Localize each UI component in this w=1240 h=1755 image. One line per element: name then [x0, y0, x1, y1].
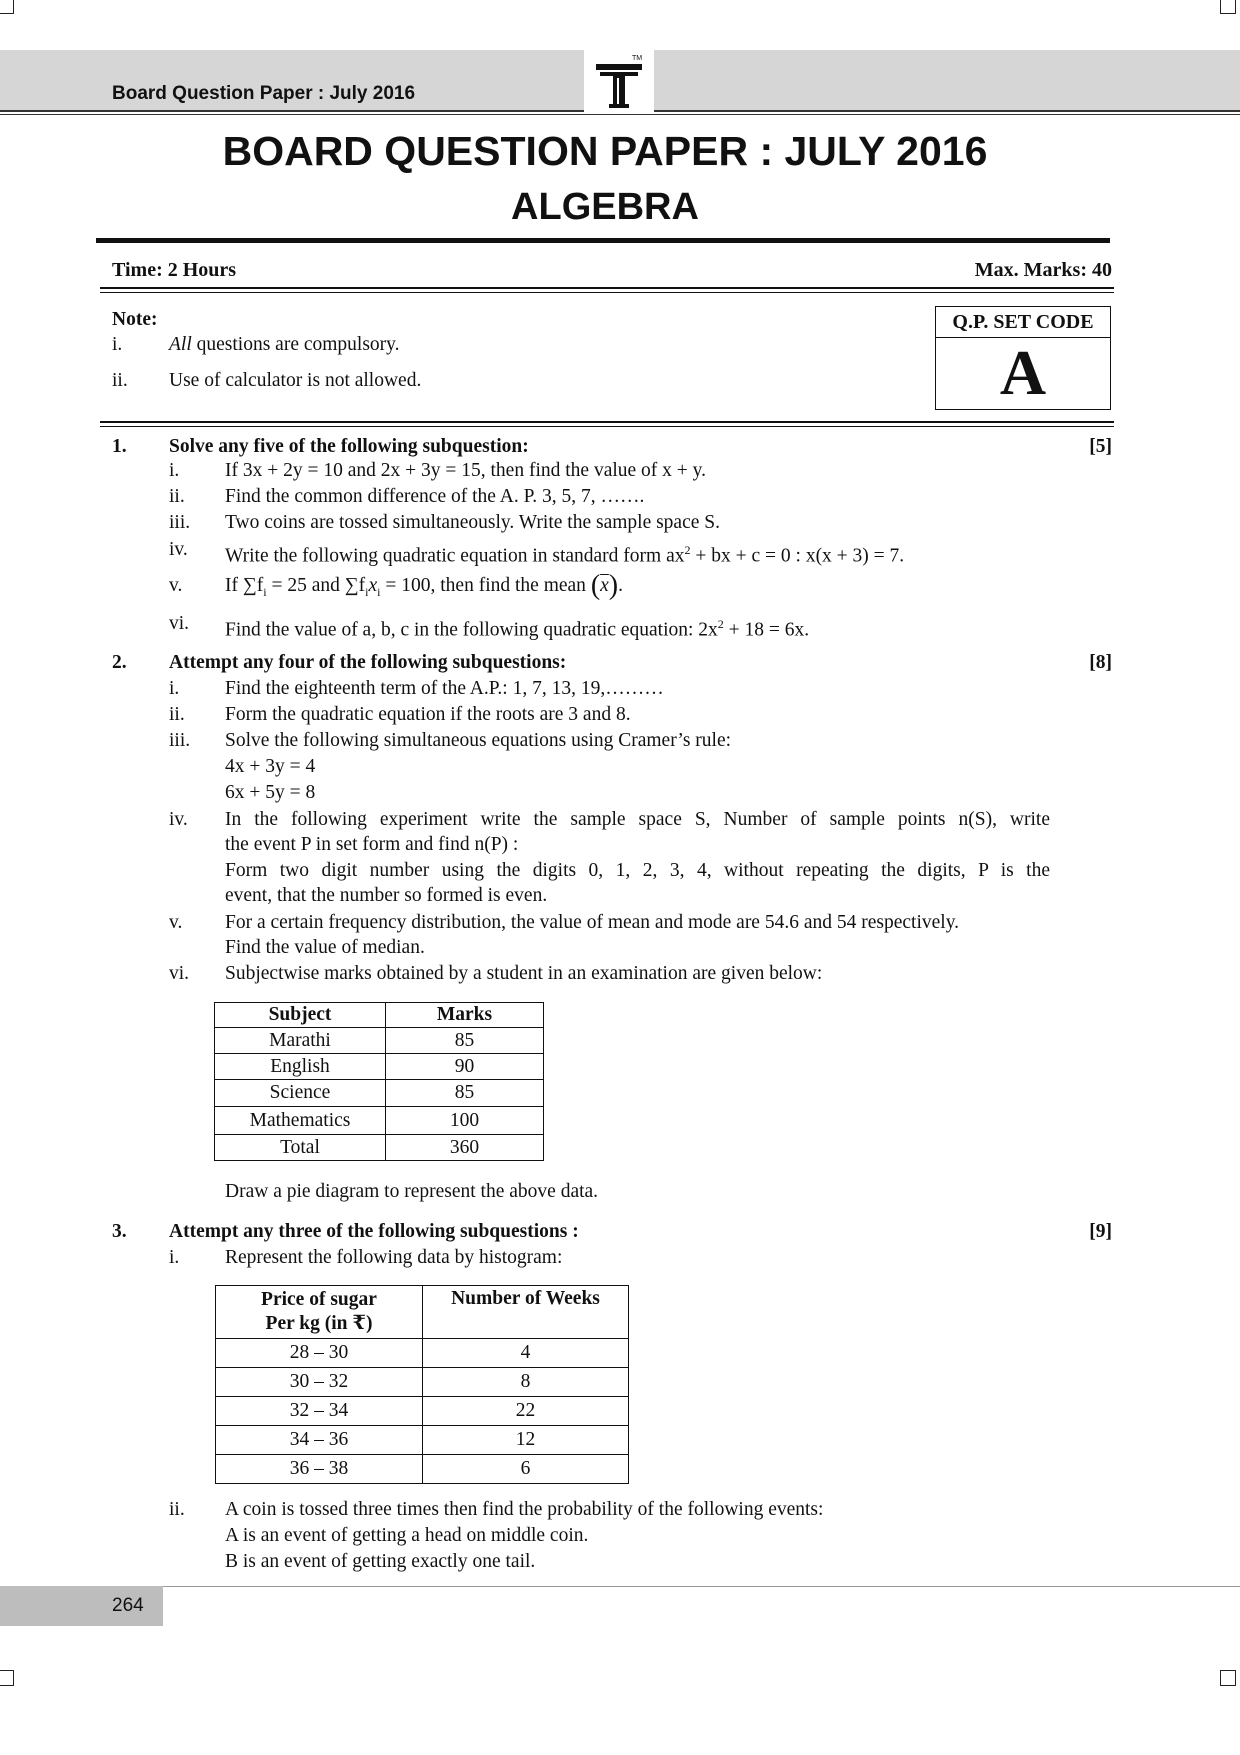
subquestion-text: Write the following quadratic equation in standard form $ax^2$ + bx + c = 0 : x(x + 3) = 7.	[225, 543, 905, 567]
table-row: 36 – 38 6	[216, 1455, 629, 1484]
subquestion-text: the event P in set form and find n(P) :	[225, 834, 519, 855]
table-row: 28 – 30 4	[216, 1339, 629, 1368]
subquestion-text: Form the quadratic equation if the roots are 3 and 8.	[225, 704, 631, 725]
subquestion-num: i.	[169, 1247, 180, 1268]
subquestion-num: iii.	[169, 512, 191, 533]
table-row: English 90	[215, 1054, 544, 1080]
set-code-box	[935, 306, 1111, 410]
time-allowed: Time: 2 Hours	[112, 259, 237, 281]
meta-rule-1	[100, 287, 1114, 289]
subquestion-text: Find the common difference of the A. P. 3, 5, 7, …….	[225, 486, 645, 507]
table-row: 30 – 32 8	[216, 1368, 629, 1397]
question-number: 3.	[112, 1221, 127, 1242]
note-item-num: i.	[112, 334, 123, 355]
note-item-num: ii.	[112, 370, 128, 391]
trademark-mark: TM	[632, 55, 643, 62]
equation: 4x + 3y = 4	[225, 756, 316, 777]
subquestion-num: i.	[169, 678, 180, 699]
page-title: BOARD QUESTION PAPER : JULY 2016	[222, 128, 988, 174]
sugar-price-table	[215, 1285, 629, 1484]
subquestion-text: If 3x + 2y = 10 and 2x + 3y = 15, then find the value of x + y.	[225, 460, 707, 481]
table-row: Marathi 85	[215, 1028, 544, 1054]
question-number: 2.	[112, 652, 127, 673]
subquestion-text: Two coins are tossed simultaneously. Write the sample space S.	[225, 512, 720, 533]
subquestion-num: iv.	[169, 539, 188, 560]
subquestion-text: Represent the following data by histogram:	[225, 1247, 563, 1268]
subquestion-num: v.	[169, 575, 183, 596]
marks-table	[214, 1002, 544, 1161]
question-marks: [9]	[1089, 1221, 1112, 1242]
subquestion-text: Solve the following simultaneous equations using Cramer’s rule:	[225, 730, 732, 751]
page-number-box	[0, 1586, 163, 1626]
table-header: Price of sugar Per kg (in ₹)	[216, 1286, 423, 1339]
crop-mark-bottom-left	[0, 1670, 14, 1686]
subquestion-num: iii.	[169, 730, 191, 751]
subquestion-text: Find the value of median.	[225, 937, 425, 958]
subquestion-text: A coin is tossed three times then find the probability of the following events:	[225, 1499, 824, 1520]
mean-symbol: $\overline{x}$	[600, 575, 609, 596]
note-rule-2	[100, 426, 1114, 427]
table-header: Marks	[386, 1003, 544, 1028]
equation: 6x + 5y = 8	[225, 782, 316, 803]
subquestion-text: In the following experiment write the sample space S, Number of sample points n(S), write	[225, 809, 1050, 830]
note-item: Use of calculator is not allowed.	[169, 370, 422, 391]
subquestion-text: A is an event of getting a head on middle coin.	[225, 1525, 589, 1546]
question-marks: [5]	[1089, 436, 1112, 457]
crop-mark-top-right	[1220, 0, 1236, 14]
running-title: Board Question Paper : July 2016	[112, 83, 416, 104]
subquestion-num: iv.	[169, 809, 188, 830]
crop-mark-bottom-right	[1220, 1670, 1236, 1686]
table-row: Mathematics 100	[215, 1107, 544, 1135]
table-row: 34 – 36 12	[216, 1426, 629, 1455]
table-header: Number of Weeks	[423, 1286, 629, 1339]
set-code-value: A	[999, 337, 1047, 408]
subquestion-num: vi.	[169, 613, 190, 634]
meta-rule-2	[100, 292, 1114, 293]
t-pillar-logo-icon	[584, 50, 654, 112]
footer-rule	[163, 1586, 1240, 1587]
table-row: Science 85	[215, 1080, 544, 1107]
question-heading: Attempt any four of the following subquestions:	[169, 652, 567, 673]
question-number: 1.	[112, 436, 127, 457]
subquestion-num: vi.	[169, 963, 190, 984]
page-number: 264	[112, 1595, 144, 1616]
table-header: Subject	[215, 1003, 386, 1028]
publisher-logo	[584, 50, 654, 112]
subquestion-num: i.	[169, 460, 180, 481]
instruction-text: Draw a pie diagram to represent the above data.	[225, 1181, 599, 1202]
note-heading: Note:	[112, 309, 158, 330]
crop-mark-top-left	[0, 0, 14, 14]
subject-title: ALGEBRA	[511, 186, 699, 228]
set-code-label: Q.P. SET CODE	[936, 307, 1110, 338]
subquestion-num: ii.	[169, 704, 185, 725]
table-row: Total 360	[215, 1135, 544, 1161]
title-rule	[96, 238, 1110, 243]
subquestion-text: Form two digit number using the digits 0, 1, 2, 3, 4, without repeating the digits, P is the	[225, 860, 1050, 881]
header-rule-thin	[0, 114, 1240, 115]
subquestion-text: B is an event of getting exactly one tail.	[225, 1551, 536, 1572]
question-marks: [8]	[1089, 652, 1112, 673]
subquestion-text: If $\sum f_i = 25$ and $\sum f_ix_i = 100$, then find the mean $(\overline{x})$.	[225, 570, 623, 601]
max-marks: Max. Marks: 40	[974, 259, 1112, 281]
note-rule-1	[100, 421, 1114, 423]
subquestion-text: For a certain frequency distribution, the value of mean and mode are 54.6 and 54 respectively.	[225, 912, 960, 933]
subquestion-num: ii.	[169, 1499, 185, 1520]
note-item: All questions are compulsory.	[169, 334, 400, 355]
table-row: 32 – 34 22	[216, 1397, 629, 1426]
subquestion-num: ii.	[169, 486, 185, 507]
question-heading: Solve any five of the following subquestion:	[169, 436, 529, 457]
subquestion-text: Subjectwise marks obtained by a student in an examination are given below:	[225, 963, 823, 984]
subquestion-text: event, that the number so formed is even.	[225, 885, 548, 906]
question-heading: Attempt any three of the following subquestions :	[169, 1221, 579, 1242]
subquestion-text: Find the value of a, b, c in the following quadratic equation: $2x^2 + 18 = 6x$.	[225, 617, 810, 641]
subquestion-text: Find the eighteenth term of the A.P.: 1, 7, 13, 19,………	[225, 678, 664, 699]
subquestion-num: v.	[169, 912, 183, 933]
